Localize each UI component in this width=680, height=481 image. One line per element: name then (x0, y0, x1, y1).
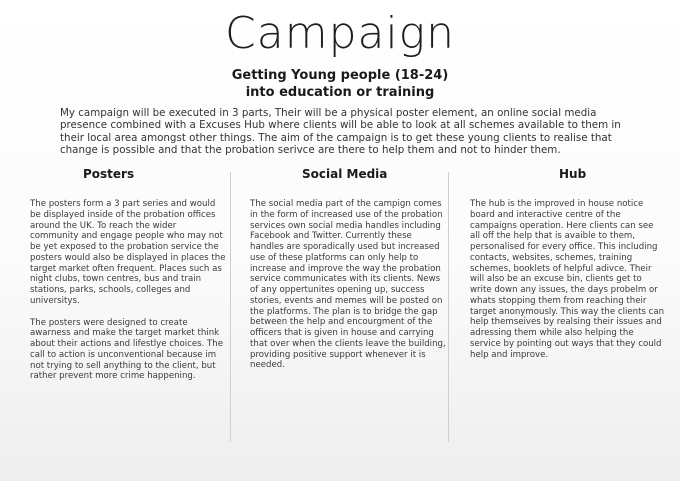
hub-heading: Hub (559, 167, 587, 181)
column-divider (230, 172, 231, 442)
page-title: Campaign (225, 8, 455, 59)
column-divider (448, 172, 449, 442)
hub-paragraph: The hub is the improved in house notice board and interactive centre of the campaigns operation. Here clients can see all off the help that is avaible to them, personalised for every office. This including contacts, websites, schemes, training schemes, booklets of helpful adivce. Their will also be an excuse bin, clients get to write down any issues, the days probelm or whats stopping them from reaching their target anonymously. This way the clients can help themseives by realsing their issues and adressing them while also helping the service by pointing out ways that they could help and improve. (470, 199, 665, 360)
social-media-heading: Social Media (302, 167, 388, 181)
intro-paragraph: My campaign will be executed in 3 parts, Their will be a physical poster element, an online social media presence combined with a Excuses Hub where clients will be able to look at all schemes available to them in their local area amongst other things. The aim of the campaign is to get these young clients to realise that change is possible and that the probation serivce are there to help them and not to hinder them. (60, 107, 621, 157)
subtitle-line-2: into education or training (245, 85, 435, 100)
hub-text (470, 199, 666, 371)
posters-heading: Posters (83, 167, 135, 181)
posters-paragraph: The posters were designed to create awarness and make the target market think about their actions and lifestlye choices. The call to action is unconventional because im not trying to sell anything to the client, but rather prevent more crime happening. (30, 317, 224, 382)
posters-text (30, 199, 226, 393)
posters-paragraph: The posters form a 3 part series and would be displayed inside of the probation offices around the UK. To reach the wider community and engage people who may not be yet exposed to the probation service the posters would also be displayed in places the target market often frequent. Places such as night clubs, town centres, bus and train stations, parks, schools, colleges and universitys. (30, 199, 226, 306)
social-media-text (250, 199, 446, 382)
social-media-paragraph: The social media part of the campign comes in the form of increased use of the probation services own social media handles including Facebook and Twitter. Currently these handles are sporadically used but increased use of these platforms can only help to increase and improve the way the probation service communicates with its clients. News of any oppertunites opening up, success stories, events and memes will be posted on the platforms. The plan is to bridge the gap between the help and encourgment of the officers that is given in house and carrying that over when the clients leave the building, providing positive support whenever it is needed. (250, 199, 446, 371)
page-subtitle (0, 67, 680, 101)
subtitle-line-1: Getting Young people (18-24) (231, 68, 449, 83)
